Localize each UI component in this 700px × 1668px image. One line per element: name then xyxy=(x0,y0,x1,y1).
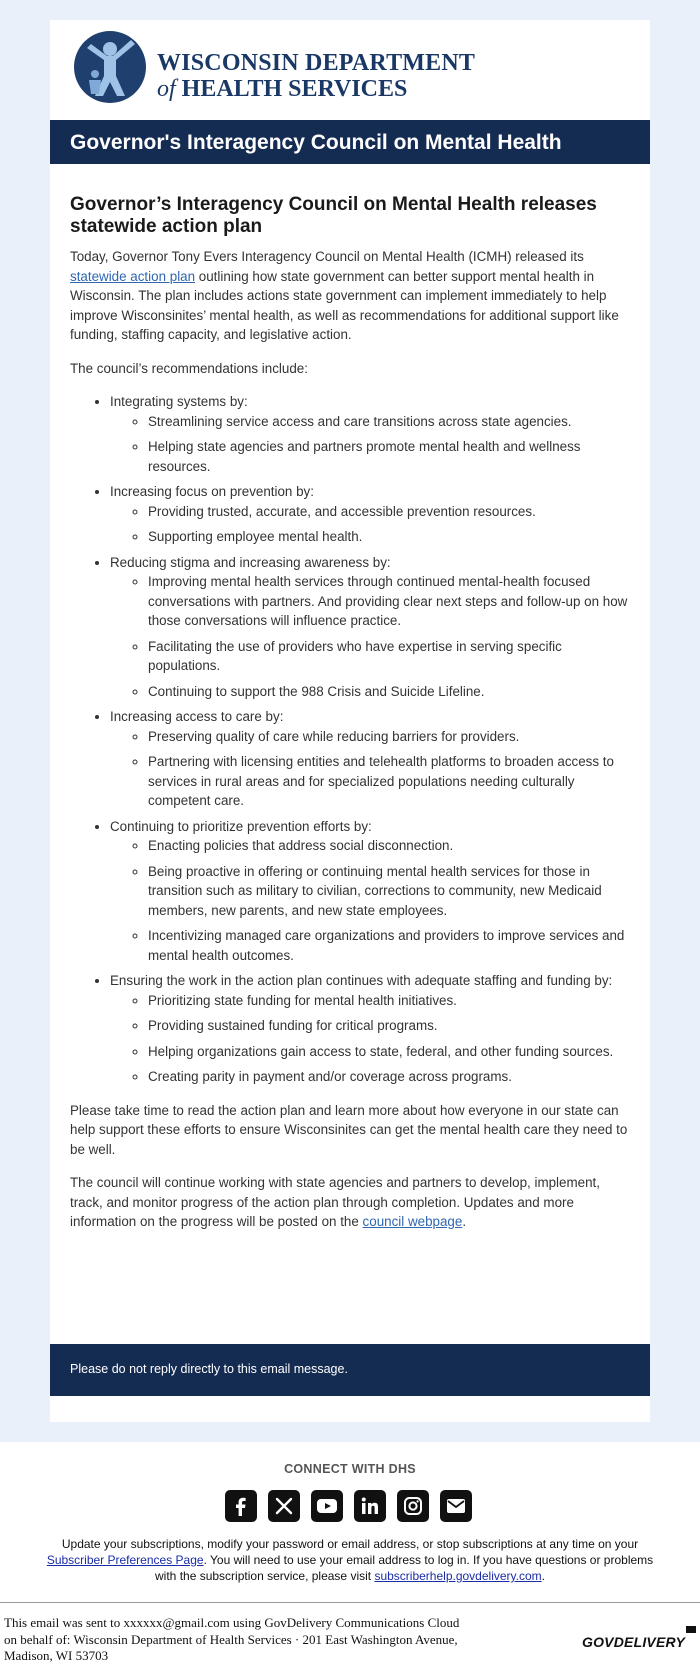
recommendation-subitem: ◦ Facilitating the use of providers who have expertise in serving specific populations. xyxy=(148,637,630,676)
closing-paragraph-1: Please take time to read the action plan and learn more about how everyone in our state can help support these efforts to ensure Wisconsinites can get the mental health care they need to be well. xyxy=(70,1102,628,1157)
logo-health-services: HEALTH SERVICES xyxy=(181,76,408,102)
recommendation-sublist xyxy=(110,572,630,701)
recommendation-label: Increasing focus on prevention by: xyxy=(110,484,314,499)
dhs-emblem-icon xyxy=(73,30,147,104)
recommendation-subitem: ◦ Providing trusted, accurate, and accessible prevention resources. xyxy=(148,502,630,522)
subscriber-help-link[interactable]: subscriberhelp.govdelivery.com xyxy=(374,1569,542,1583)
recommendation-sublist xyxy=(110,836,630,965)
recommendation-label: Ensuring the work in the action plan continues with adequate staffing and funding by: xyxy=(110,973,613,988)
recommendations-lead: The council’s recommendations include: xyxy=(70,360,308,376)
recommendation-label: Integrating systems by: xyxy=(110,394,248,409)
govdelivery-logo[interactable]: GOVDELIVERY xyxy=(582,1634,686,1650)
subscription-text-after: . xyxy=(541,1569,545,1583)
intro-text-before: Today, Governor Tony Evers Interagency Council on Mental Health (ICMH) released its xyxy=(70,249,584,264)
footer-divider xyxy=(0,1602,700,1603)
sent-info-line1: This email was sent to xxxxxx@gmail.com using GovDelivery Communications Cloud xyxy=(4,1615,460,1630)
recommendation-subitem: ◦ Streamlining service access and care transitions across state agencies. xyxy=(148,412,630,432)
govdelivery-envelope-icon xyxy=(686,1626,696,1633)
dhs-logo[interactable] xyxy=(73,30,476,110)
instagram-icon[interactable] xyxy=(397,1490,429,1522)
article-title: Governor’s Interagency Council on Mental Health releases statewide action plan xyxy=(70,194,597,237)
recommendation-subitem: ◦ Prioritizing state funding for mental health initiatives. xyxy=(148,991,630,1011)
closing-text-after: . xyxy=(462,1214,467,1229)
recommendation-item xyxy=(110,707,630,811)
subscriber-preferences-link[interactable]: Subscriber Preferences Page xyxy=(46,1553,204,1567)
recommendation-subitem: ◦ Preserving quality of care while reducing barriers for providers. xyxy=(148,727,630,747)
recommendation-subitem: ◦ Being proactive in offering or continuing mental health services for those in transition such as military to civilian, corrections to community, new Medicaid members, new parents, and new state employees. xyxy=(148,862,630,921)
recommendation-subitem: ◦ Providing sustained funding for critical programs. xyxy=(148,1016,630,1036)
sent-info xyxy=(4,1615,564,1665)
recommendation-item xyxy=(110,971,630,1087)
subscription-text-middle: . You will need to use your email address to log in. If you have questions or problems with the subscription service, please visit xyxy=(155,1553,654,1583)
logo-of-word: of xyxy=(157,76,176,102)
article-content xyxy=(70,194,630,1246)
recommendation-sublist xyxy=(110,727,630,811)
intro-text-after: outlining how state government can better support mental health in Wisconsin. The plan includes actions state government can implement immediately to help improve Wisconsinites’ mental health, as well as recommendations for additional support like funding, staffing capacity, and legislative action. xyxy=(70,268,619,342)
email-card xyxy=(50,20,650,1422)
recommendation-item xyxy=(110,482,630,547)
recommendation-item xyxy=(110,392,630,476)
recommendation-label: Continuing to prioritize prevention efforts by: xyxy=(110,818,372,834)
closing-paragraph-2 xyxy=(70,1173,630,1232)
subscription-info xyxy=(40,1536,660,1584)
closing-text-before: The council will continue working with state agencies and partners to develop, implement, track, and monitor progress of the action plan through completion. Updates and more information on the progress will be posted on the xyxy=(70,1175,600,1229)
linkedin-icon[interactable] xyxy=(354,1490,386,1522)
statewide-action-plan-link[interactable]: statewide action plan xyxy=(70,268,196,284)
header-banner xyxy=(50,120,650,164)
logo-org-line1: WISCONSIN DEPARTMENT xyxy=(157,50,476,76)
connect-heading: CONNECT WITH DHS xyxy=(284,1462,416,1476)
banner-title: Governor's Interagency Council on Mental Health xyxy=(70,131,562,154)
recommendation-subitem: ◦ Partnering with licensing entities and telehealth platforms to broaden access to services in rural areas and for specialized populations needing culturally competent care. xyxy=(148,752,630,811)
sent-info-line3: Madison, WI 53703 xyxy=(4,1648,109,1663)
recommendation-label: Reducing stigma and increasing awareness by: xyxy=(110,554,391,570)
x-icon[interactable] xyxy=(268,1490,300,1522)
recommendation-sublist xyxy=(110,991,630,1087)
recommendation-subitem: ◦ Continuing to support the 988 Crisis and Suicide Lifeline. xyxy=(148,682,630,702)
recommendation-subitem: ◦ Helping organizations gain access to state, federal, and other funding sources. xyxy=(148,1042,630,1062)
council-webpage-link[interactable]: council webpage xyxy=(362,1214,463,1229)
youtube-icon[interactable] xyxy=(311,1490,343,1522)
no-reply-notice xyxy=(50,1344,650,1396)
intro-paragraph xyxy=(70,247,630,345)
recommendations-list xyxy=(70,392,630,1087)
recommendation-subitem: ◦ Incentivizing managed care organizations and providers to improve services and mental health outcomes. xyxy=(148,926,630,965)
recommendation-item xyxy=(110,553,630,702)
recommendation-subitem: ◦ Creating parity in payment and/or coverage across programs. xyxy=(148,1067,630,1087)
recommendation-subitem: ◦ Enacting policies that address social disconnection. xyxy=(148,836,630,856)
recommendation-sublist xyxy=(110,502,630,547)
social-icons xyxy=(225,1490,475,1522)
recommendation-item xyxy=(110,817,630,966)
recommendation-sublist xyxy=(110,412,630,477)
recommendation-subitem: ◦ Helping state agencies and partners promote mental health and wellness resources. xyxy=(148,437,630,476)
sent-info-line2: on behalf of: Wisconsin Department of Health Services · 201 East Washington Avenue, xyxy=(4,1631,458,1647)
recommendation-label: Increasing access to care by: xyxy=(110,709,284,724)
logo-org-line2 xyxy=(157,76,407,102)
facebook-icon[interactable] xyxy=(225,1490,257,1522)
recommendation-subitem: ◦ Improving mental health services through continued mental-health focused conversations with partners. And providing clear next steps and follow-up on how those conversations will influence practice. xyxy=(148,572,630,631)
email-icon[interactable] xyxy=(440,1490,472,1522)
no-reply-text: Please do not reply directly to this email message. xyxy=(70,1362,348,1376)
subscription-text-before: Update your subscriptions, modify your password or email address, or stop subscriptions at any time on your xyxy=(61,1537,639,1551)
recommendation-subitem: ◦ Supporting employee mental health. xyxy=(148,527,630,547)
